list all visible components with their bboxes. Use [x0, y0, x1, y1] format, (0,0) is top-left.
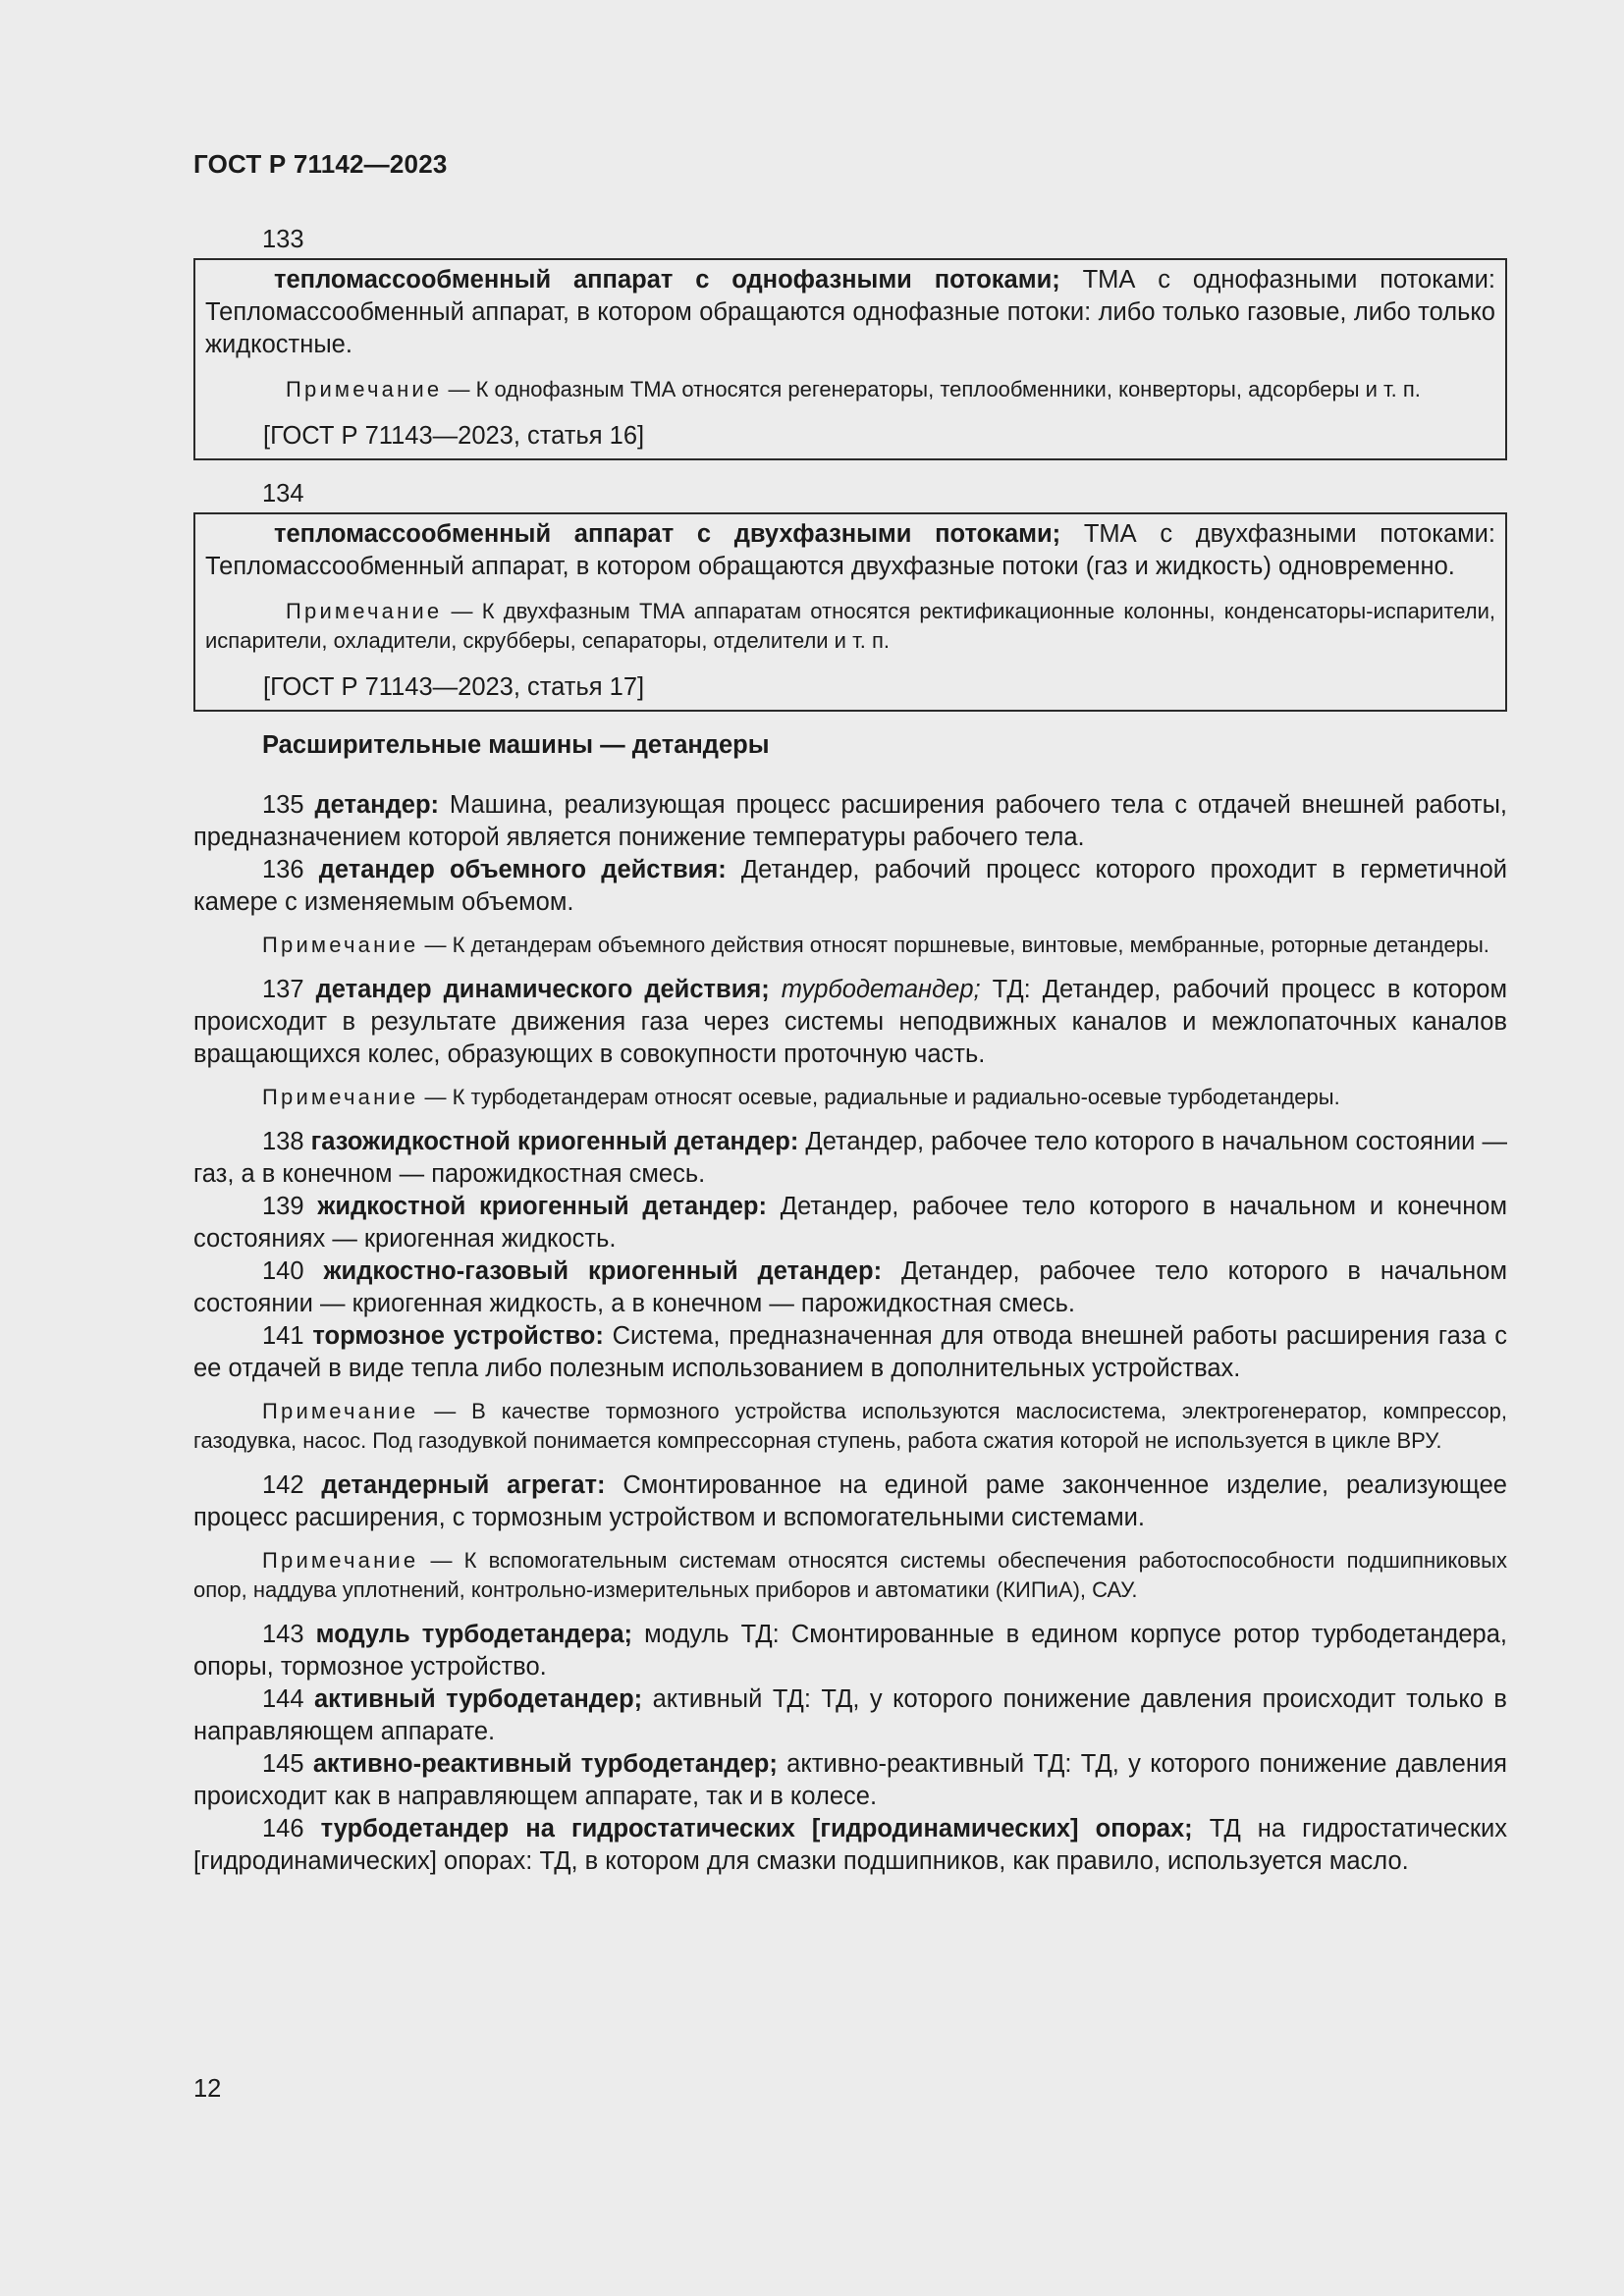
- entry-142: [193, 1469, 1507, 1534]
- note-label: Примечание: [286, 377, 443, 401]
- note-136: [193, 931, 1507, 960]
- term-text: Детандер, рабочее тело которого в начальном состоянии — газ, а в конечном — парожидкостная смесь.: [193, 1128, 1507, 1188]
- document-header: ГОСТ Р 71142—2023: [193, 149, 448, 179]
- note-text: — К турбодетандерам относят осевые, радиальные и радиально-осевые турбодетандеры.: [418, 1085, 1340, 1109]
- page-number: 12: [193, 2075, 222, 2103]
- term-name: турбодетандер на гидростатических [гидродинамических] опорах;: [320, 1815, 1193, 1842]
- term-text: ТД на гидростатических [гидродинамических] опорах: ТД, в котором для смазки подшипников, как правило, используется масло.: [193, 1815, 1507, 1875]
- entry-146: [193, 1813, 1507, 1878]
- term-text: Машина, реализующая процесс расширения рабочего тела с отдачей внешней работы, предназначением которой является понижение температуры рабочего тела.: [193, 791, 1507, 851]
- term-text: Смонтированное на единой раме законченное изделие, реализующее процесс расширения, с тормозным устройством и вспомогательными системами.: [193, 1471, 1507, 1531]
- term-box-133: [193, 258, 1507, 460]
- note-text: — К однофазным ТМА относятся регенераторы, теплообменники, конверторы, адсорберы и т. п.: [442, 377, 1421, 401]
- term-synonym: турбодетандер;: [769, 976, 981, 1003]
- entry-number: 145: [262, 1750, 313, 1778]
- term-name: активный турбодетандер;: [314, 1685, 643, 1713]
- note-133: [205, 375, 1495, 404]
- entry-140: [193, 1255, 1507, 1320]
- document-body: [193, 224, 1507, 1878]
- note-label: Примечание: [262, 1548, 419, 1573]
- note-text: — К вспомогательным системам относятся системы обеспечения работоспособности подшипниковых опор, наддува уплотнений, контрольно-измерительных приборов и автоматики (КИПиА), САУ.: [193, 1548, 1507, 1602]
- term-definition-133: [205, 264, 1495, 361]
- note-142: [193, 1546, 1507, 1605]
- term-name: детандер:: [314, 791, 440, 819]
- term-name: детандерный агрегат:: [321, 1471, 606, 1499]
- term-name: газожидкостной криогенный детандер:: [310, 1128, 799, 1155]
- entry-number-134: 134: [262, 480, 304, 507]
- note-label: Примечание: [286, 599, 443, 623]
- entry-number-133: 133: [262, 226, 304, 253]
- term-name: тепломассообменный аппарат с двухфазными потоками;: [274, 520, 1061, 548]
- term-name: жидкостной криогенный детандер:: [317, 1193, 767, 1220]
- entry-144: [193, 1683, 1507, 1748]
- note-141: [193, 1397, 1507, 1456]
- note-text: — В качестве тормозного устройства используются маслосистема, электрогенератор, компрессор, газодувка, насос. Под газодувкой понимается компрессорная ступень, работа сжатия которой не используется в цикле ВРУ.: [193, 1399, 1507, 1453]
- term-text: Детандер, рабочий процесс которого проходит в герметичной камере с изменяемым объемом.: [193, 856, 1507, 916]
- term-text: активно-реактивный ТД: ТД, у которого понижение давления происходит как в направляющем аппарате, так и в колесе.: [193, 1750, 1507, 1810]
- term-name: тормозное устройство:: [312, 1322, 604, 1350]
- entry-number: 142: [262, 1471, 322, 1499]
- entry-141: [193, 1320, 1507, 1385]
- entry-136: [193, 854, 1507, 919]
- entry-number: 137: [262, 976, 316, 1003]
- term-text: ТМА с двухфазными потоками: Тепломассообменный аппарат, в котором обращаются двухфазные потоки (газ и жидкость) одновременно.: [205, 520, 1496, 580]
- term-name: тепломассообменный аппарат с однофазными потоками;: [274, 266, 1060, 294]
- note-text: — К детандерам объемного действия относят поршневые, винтовые, мембранные, роторные детандеры.: [418, 933, 1489, 957]
- entry-number: 143: [262, 1621, 316, 1648]
- term-text: модуль ТД: Смонтированные в едином корпусе ротор турбодетандера, опоры, тормозное устройство.: [193, 1621, 1507, 1681]
- term-box-134: [193, 512, 1507, 712]
- section-heading: Расширительные машины — детандеры: [262, 731, 770, 759]
- term-name: активно-реактивный турбодетандер;: [312, 1750, 778, 1778]
- entry-number: 140: [262, 1257, 324, 1285]
- term-definition-134: [205, 518, 1495, 583]
- note-label: Примечание: [262, 933, 419, 957]
- term-text: Система, предназначенная для отвода внешней работы расширения газа с ее отдачей в виде тепла либо полезным использованием в дополнительных устройствах.: [193, 1322, 1507, 1382]
- term-text: ТМА с однофазными потоками: Тепломассообменный аппарат, в котором обращаются однофазные потоки: либо только газовые, либо только жидкостные.: [205, 266, 1495, 358]
- entry-number: 141: [262, 1322, 313, 1350]
- note-137: [193, 1083, 1507, 1112]
- term-name: детандер объемного действия:: [318, 856, 727, 883]
- entry-137: [193, 974, 1507, 1071]
- term-name: детандер динамического действия;: [315, 976, 770, 1003]
- term-text: активный ТД: ТД, у которого понижение давления происходит только в направляющем аппарате.: [193, 1685, 1507, 1745]
- term-name: модуль турбодетандера;: [315, 1621, 633, 1648]
- note-134: [205, 597, 1495, 656]
- entry-number: 138: [262, 1128, 311, 1155]
- entry-138: [193, 1126, 1507, 1191]
- note-text: — К двухфазным ТМА аппаратам относятся ректификационные колонны, конденсаторы-испарители, испарители, охладители, скрубберы, сепараторы, отделители и т. п.: [205, 599, 1495, 653]
- term-name: жидкостно-газовый криогенный детандер:: [323, 1257, 883, 1285]
- entry-number: 146: [262, 1815, 321, 1842]
- entry-135: [193, 789, 1507, 854]
- entry-number: 136: [262, 856, 319, 883]
- entry-139: [193, 1191, 1507, 1255]
- note-label: Примечание: [262, 1399, 419, 1423]
- entry-number: 139: [262, 1193, 318, 1220]
- source-reference-133: [ГОСТ Р 71143—2023, статья 16]: [263, 422, 645, 450]
- source-reference-134: [ГОСТ Р 71143—2023, статья 17]: [263, 673, 645, 701]
- entry-145: [193, 1748, 1507, 1813]
- entry-number: 144: [262, 1685, 314, 1713]
- term-text: ТД: Детандер, рабочий процесс в котором происходит в результате движения газа через системы неподвижных каналов и межлопаточных каналов вращающихся колес, образующих в совокупности проточную часть.: [193, 976, 1507, 1068]
- note-label: Примечание: [262, 1085, 419, 1109]
- term-text: Детандер, рабочее тело которого в начальном состоянии — криогенная жидкость, а в конечном — парожидкостная смесь.: [193, 1257, 1507, 1317]
- entry-143: [193, 1619, 1507, 1683]
- term-text: Детандер, рабочее тело которого в начальном и конечном состояниях — криогенная жидкость.: [193, 1193, 1507, 1253]
- entry-number: 135: [262, 791, 315, 819]
